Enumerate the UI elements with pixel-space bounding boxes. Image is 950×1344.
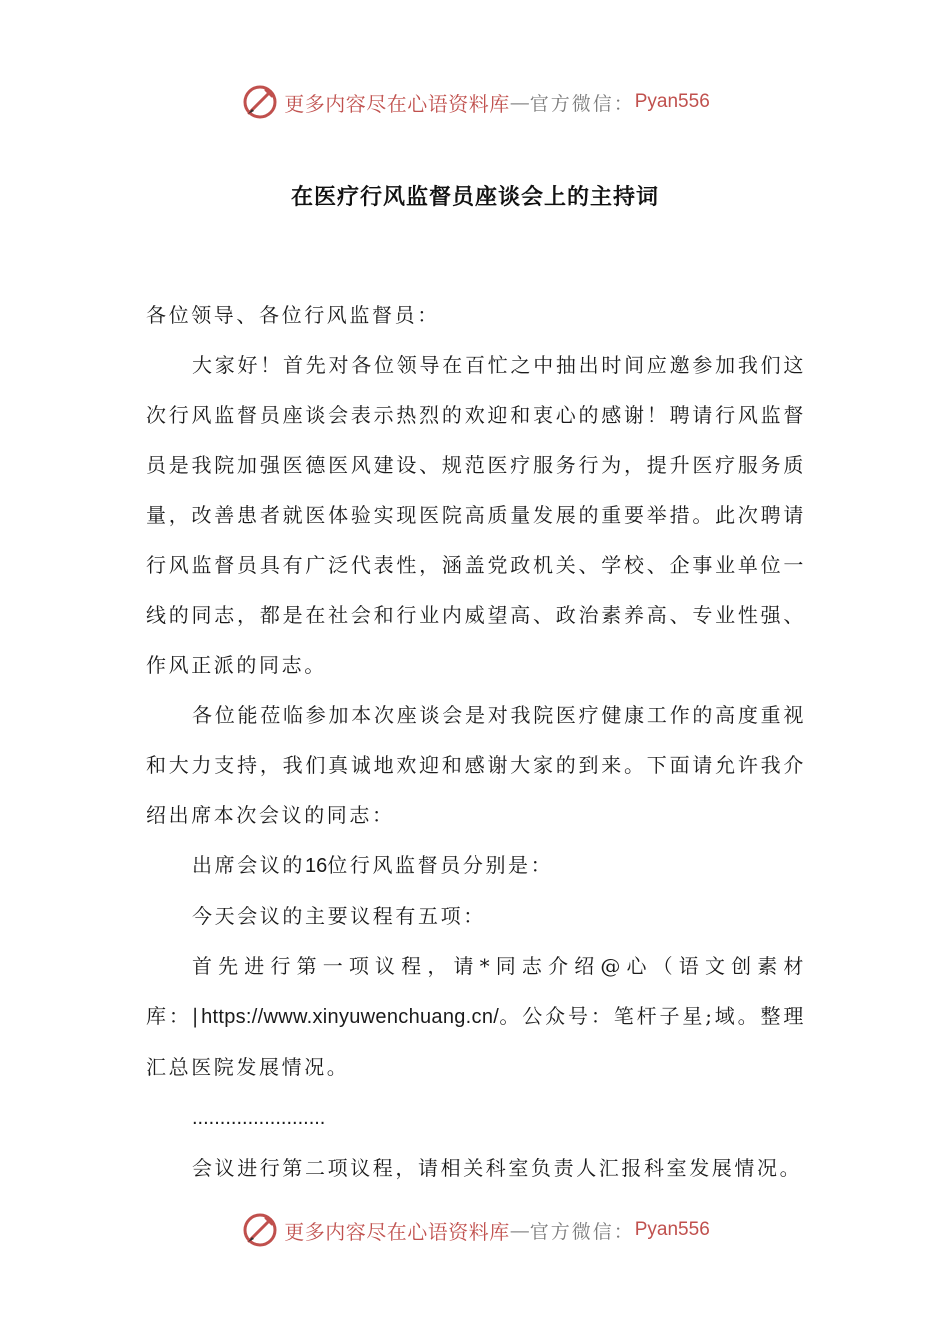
paragraph-4: 今天会议的主要议程有五项： <box>192 904 486 928</box>
banner-site-text: 更多内容尽在心语资料库 <box>284 91 510 116</box>
ellipsis-dots: ........................ <box>192 1107 326 1129</box>
banner-wechat-label: 官方微信： <box>529 1220 635 1243</box>
banner-dash: — <box>509 90 530 114</box>
paragraph-5 <box>146 941 806 1092</box>
p5-text-post: 。公众号：笔杆子星;域。整理汇总医院发展情况。 <box>146 1004 806 1079</box>
footer-watermark-banner <box>0 1208 950 1252</box>
p3-text-pre: 出席会议的 <box>192 853 305 877</box>
p3-number: 16 <box>305 855 328 877</box>
banner-wechat-label: 官方微信： <box>529 92 635 115</box>
banner-wechat-id: Pyan556 <box>634 91 710 112</box>
p5-url-link[interactable]: https://www.xinyuwenchuang.cn/ <box>201 1006 500 1028</box>
paragraph-2: 各位能莅临参加本次座谈会是对我院医疗健康工作的高度重视和大力支持，我们真诚地欢迎和感谢大家的到来。下面请允许我介绍出席本次会议的同志： <box>146 703 806 827</box>
salutation: 各位领导、各位行风监督员： <box>146 303 440 327</box>
header-watermark-banner <box>0 80 950 124</box>
banner-dash: — <box>509 1218 530 1242</box>
paragraph-3 <box>146 840 806 891</box>
p3-text-post: 位行风监督员分别是： <box>327 853 554 877</box>
brush-logo-icon <box>240 1210 280 1250</box>
p5-text-pre: 首先进行第一项议程，请*同志介绍@心（语文创素材库：| <box>146 954 806 1028</box>
document-body <box>146 290 806 1193</box>
document-title: 在医疗行风监督员座谈会上的主持词 <box>290 185 659 210</box>
ellipsis-line <box>146 1092 806 1143</box>
banner-site-text: 更多内容尽在心语资料库 <box>284 1219 510 1244</box>
brush-logo-icon <box>240 82 280 122</box>
banner-wechat-id: Pyan556 <box>634 1219 710 1240</box>
paragraph-6: 会议进行第二项议程，请相关科室负责人汇报科室发展情况。 <box>192 1156 803 1180</box>
paragraph-1: 大家好！首先对各位领导在百忙之中抽出时间应邀参加我们这次行风监督员座谈会表示热烈的欢迎和衷心的感谢！聘请行风监督员是我院加强医德医风建设、规范医疗服务行为，提升医疗服务质量，改善患者就医体验实现医院高质量发展的重要举措。此次聘请行风监督员具有广泛代表性，涵盖党政机关、学校、企事业单位一线的同志，都是在社会和行业内威望高、政治素养高、专业性强、作风正派的同志。 <box>146 353 806 677</box>
